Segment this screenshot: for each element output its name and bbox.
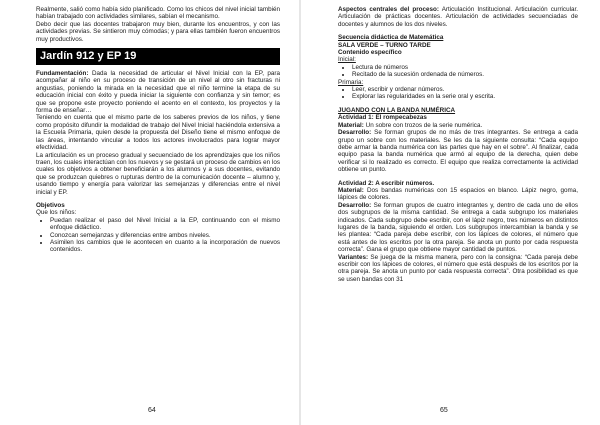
right-page: [300, 0, 600, 425]
variants-label: Variantes:: [338, 253, 369, 261]
list-item: • Puedan realizar el paso del Nivel Inicial a la EP, continuando con el mismo enfoque didáctico.: [50, 217, 280, 232]
material-text: Dos bandas numéricas con 15 espacios en blanco. Lápiz negro, goma, lápices de colores.: [338, 186, 578, 202]
list-item: • Lectura de números: [352, 64, 578, 71]
material-label: Material:: [338, 121, 364, 129]
activity-1-development: [338, 129, 578, 173]
fundamentacion-paragraph: [36, 70, 280, 114]
aspects-text: Articulación Institucional. Articulación curricular. Articulación de prácticas docentes. Articulación de actividades secuenciadas de docentes y alumnos de los dos niveles.: [338, 6, 578, 28]
variants-text: Se juega de la misma manera, pero con la consigna: “Cada pareja debe escribir con los lápices de colores, el número que está después de los escritos por la otra pareja. Se anota un punto por cada respuesta correcta”. Otra posibilidad es que se usen bandas con 31: [338, 253, 578, 283]
activity-1-material: [338, 122, 578, 129]
variants-paragraph: [338, 254, 578, 284]
content-title: Contenido específico: [338, 49, 402, 57]
paragraph-2: Teniendo en cuenta que el mismo parte de los saberes previos de los niños, y tiene como propósito difundir la modalidad de trabajo del Nivel Inicial haciéndola extensiva a la Escuela Primaria, quien desde la propuesta del Diseño tiene el mismo enfoque de las áreas, intentando vincular a todos los actores involucrados para lograr mayor efectividad.: [36, 114, 280, 152]
primary-list: [338, 86, 578, 101]
list-item: • Asimilen los cambios que le acontecen en cuanto a la incorporación de nuevos contenidos.: [50, 239, 280, 254]
section-banner: Jardín 912 y EP 19: [36, 48, 280, 65]
initial-label: Inicial:: [338, 56, 356, 64]
paragraph-3: La articulación es un proceso gradual y secuenciado de los aprendizajes que los niños traen, los cuales interactúan con los nuevos y se gestará un proceso de cambios en los cuales los objetivos a obtener beneficiarán a los alumnos y a sus docentes, evitando que se produzcan quiebres o rupturas dentro de la comunicación docente – alumno y, usando tiempo y energía para valorizar las semejanzas y diferencias entre el nivel inicial y EP.: [36, 151, 280, 196]
material-label: Material:: [338, 186, 364, 194]
page-number-right: 65: [440, 407, 448, 414]
activity-2-development: [338, 202, 578, 254]
fundamentacion-label: Fundamentación:: [36, 70, 89, 78]
material-text: Un sobre con trozos de la serie numérica.: [363, 121, 483, 129]
objectives-intro: Que los niños:: [36, 209, 77, 217]
development-label: Desarrollo:: [338, 201, 372, 209]
activity-2-material: [338, 187, 578, 202]
intro-paragraph-2: Debo decir que las docentes trabajaron muy bien, durante los encuentros, y con las actividades previas. Se sintieron muy cómodas; y para ellas también fueron encuentros muy productivos.: [36, 20, 280, 43]
sequence-room: SALA VERDE – TURNO TARDE: [338, 41, 431, 49]
initial-list: [338, 64, 578, 79]
primary-label: Primaria:: [338, 78, 364, 86]
list-item: • Explorar las regularidades en la serie oral y escrita.: [352, 93, 578, 100]
sequence-title: Secuencia didáctica de Matemática: [338, 34, 444, 42]
aspects-paragraph: [338, 6, 578, 28]
objectives-title: Objetivos: [36, 201, 65, 209]
objectives-list: [36, 217, 280, 254]
fundamentacion-text: Dada la necesidad de articular el Nivel Inicial con la EP, para acompañar al niño en su proceso de transición de un nivel al otro sin fracturas ni angustias, poniendo la mirada en la necesidad que el niño termine la etapa de su educación inicial con éxito y pueda iniciar la siguiente con confianza y sin temor; es que se propone este proyecto poniendo el acento en el contexto, los proyectos y la forma de enseñar…: [36, 70, 280, 115]
game-title: JUGANDO CON LA BANDA NUMÉRICA: [338, 106, 456, 114]
page-number-left: 64: [148, 407, 156, 414]
development-text: Se forman grupos de cuatro integrantes y, dentro de cada uno de ellos dos subgrupos de la misma cantidad. Se entrega a cada subgrupo los materiales indicados. Cada subgrupo debe escribir, con el lápiz negro, tres números en distintos lugares de la banda, siguiendo el orden. Los subgrupos intercambian la banda y se les plantea: “Cada pareja debe escribir, con los lápices de colores, el número que está antes de los escritos por la otra pareja. Se anota un punto por cada respuesta correcta”. Gana el grupo que obtiene mayor cantidad de puntos.: [338, 201, 578, 254]
aspects-label: Aspectos centrales del proceso:: [338, 6, 439, 13]
activity-2-title: Actividad 2: A escribir números.: [338, 179, 435, 187]
development-text: Se forman grupos de no más de tres integrantes. Se entrega a cada grupo un sobre con los materiales. Se les da la siguiente consulta: “Cada equipo debe armar la banda numérica con las partes que hay en el sobre”. Al finalizar, cada equipo pasa la banda numérica que armó al equipo de la derecha, quien debe verificar si lo realizado es correcto. El equipo que realiza correctamente la actividad obtiene un punto.: [338, 129, 578, 174]
list-item: • Leer, escribir y ordenar números.: [352, 86, 578, 93]
activity-1-title: Actividad 1: El rompecabezas: [338, 114, 427, 122]
development-label: Desarrollo:: [338, 129, 372, 137]
list-item: • Conozcan semejanzas y diferencias entre ambos niveles.: [50, 232, 280, 239]
intro-paragraph-1: Realmente, salió como había sido planificado. Como los chicos del nivel inicial también habían trabajado con actividades similares, sabían el mecanismo.: [36, 6, 280, 21]
list-item: • Recitado de la sucesión ordenada de números.: [352, 71, 578, 78]
